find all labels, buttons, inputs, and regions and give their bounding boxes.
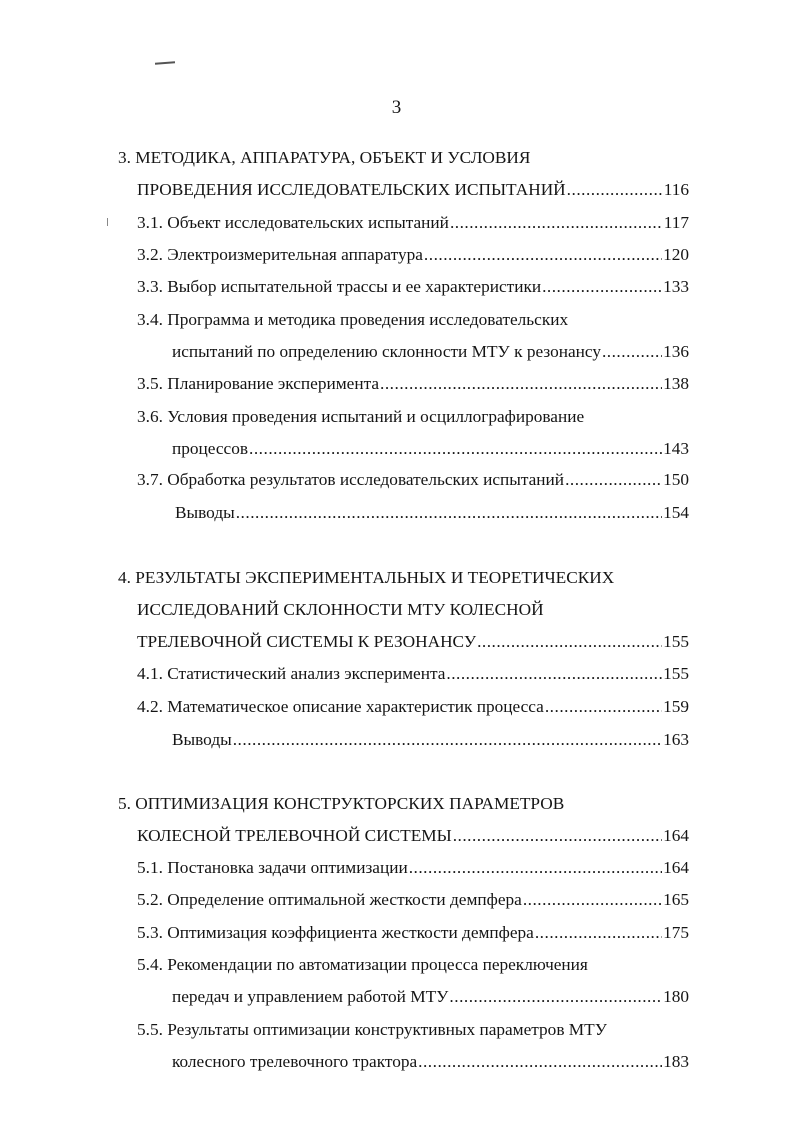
toc-entry-5-3[interactable] — [137, 920, 689, 946]
entry-title: процессов — [172, 439, 249, 458]
toc-entry-4-conclusions[interactable] — [172, 727, 689, 753]
entry-title: передач и управлением работой МТУ — [172, 987, 449, 1006]
toc-entry-3-4[interactable] — [172, 339, 689, 365]
page-ref: 155 — [663, 664, 689, 683]
toc-entry-5-4-line1: 5.4. Рекомендации по автоматизации процесса переключения — [137, 955, 588, 974]
toc-entry-3-1[interactable] — [137, 210, 689, 236]
toc-entry-3-3[interactable] — [137, 274, 689, 300]
leader-dots — [249, 436, 662, 462]
leader-dots — [424, 242, 662, 268]
page-ref: 116 — [663, 180, 689, 199]
toc-entry-3-conclusions[interactable] — [175, 500, 689, 526]
entry-title: 3.7. Обработка результатов исследовательских испытаний — [137, 470, 565, 489]
leader-dots — [602, 339, 662, 365]
page-ref: 150 — [663, 470, 689, 489]
toc-entry-5-1[interactable] — [137, 855, 689, 881]
page-ref: 120 — [663, 245, 689, 264]
page-ref: 175 — [663, 923, 689, 942]
page-ref: 154 — [663, 503, 689, 522]
leader-dots — [450, 210, 663, 236]
chapter-5-heading-line2: КОЛЕСНОЙ ТРЕЛЕВОЧНОЙ СИСТЕМЫ — [137, 826, 452, 845]
chapter-3-heading-line1: 3. МЕТОДИКА, АППАРАТУРА, ОБЪЕКТ И УСЛОВИЯ — [118, 148, 531, 167]
entry-title: 4.2. Математическое описание характеристик процесса — [137, 697, 544, 716]
chapter-4-heading-line2: ИССЛЕДОВАНИЙ СКЛОННОСТИ МТУ КОЛЕСНОЙ — [137, 600, 544, 619]
entry-title: 3.1. Объект исследовательских испытаний — [137, 213, 449, 232]
page-ref: 138 — [663, 374, 689, 393]
page-ref: 133 — [663, 277, 689, 296]
entry-title: 4.1. Статистический анализ эксперимента — [137, 664, 446, 683]
page-ref: 159 — [663, 697, 689, 716]
leader-dots — [523, 887, 662, 913]
page-number: 3 — [391, 97, 402, 118]
leader-dots — [380, 371, 662, 397]
chapter-4-heading-entry[interactable] — [137, 629, 689, 655]
toc-entry-3-7[interactable] — [137, 467, 689, 493]
chapter-5-heading-entry[interactable] — [137, 823, 689, 849]
chapter-4-heading-line3: ТРЕЛЕВОЧНОЙ СИСТЕМЫ К РЕЗОНАНСУ — [137, 632, 477, 651]
entry-title: 5.1. Постановка задачи оптимизации — [137, 858, 408, 877]
leader-dots — [565, 467, 662, 493]
leader-dots — [418, 1049, 662, 1075]
entry-title: испытаний по определению склонности МТУ к резонансу — [172, 342, 601, 361]
entry-title: 3.3. Выбор испытательной трассы и ее характеристики — [137, 277, 542, 296]
toc-entry-4-2[interactable] — [137, 694, 689, 720]
leader-dots — [535, 920, 662, 946]
entry-title: 3.5. Планирование эксперимента — [137, 374, 380, 393]
toc-entry-5-4[interactable] — [172, 984, 689, 1010]
toc-entry-4-1[interactable] — [137, 661, 689, 687]
chapter-3-heading-entry[interactable] — [137, 177, 689, 203]
entry-title: 3.2. Электроизмерительная аппаратура — [137, 245, 423, 264]
entry-title: Выводы — [172, 730, 232, 749]
page-ref: 136 — [663, 342, 689, 361]
page-ref: 164 — [663, 858, 689, 877]
toc-entry-3-6[interactable] — [172, 436, 689, 462]
leader-dots — [542, 274, 662, 300]
leader-dots — [477, 629, 662, 655]
page-ref: 117 — [663, 213, 689, 232]
leader-dots — [233, 727, 662, 753]
toc-entry-5-2[interactable] — [137, 887, 689, 913]
entry-title: 5.2. Определение оптимальной жесткости демпфера — [137, 890, 522, 909]
page-ref: 165 — [663, 890, 689, 909]
chapter-3-heading-line2: ПРОВЕДЕНИЯ ИССЛЕДОВАТЕЛЬСКИХ ИСПЫТАНИЙ — [137, 180, 566, 199]
page-ref: 164 — [663, 826, 689, 845]
page-ref: 155 — [663, 632, 689, 651]
page-ref: 183 — [663, 1052, 689, 1071]
leader-dots — [236, 500, 662, 526]
entry-title: Выводы — [175, 503, 235, 522]
leader-dots — [446, 661, 662, 687]
leader-dots — [409, 855, 662, 881]
toc-entry-5-5[interactable] — [172, 1049, 689, 1075]
page-ref: 163 — [663, 730, 689, 749]
leader-dots — [453, 823, 662, 849]
toc-entry-3-2[interactable] — [137, 242, 689, 268]
chapter-4-heading-line1: 4. РЕЗУЛЬТАТЫ ЭКСПЕРИМЕНТАЛЬНЫХ И ТЕОРЕТИЧЕСКИХ — [118, 568, 615, 587]
chapter-5-heading-line1: 5. ОПТИМИЗАЦИЯ КОНСТРУКТОРСКИХ ПАРАМЕТРОВ — [118, 794, 565, 813]
leader-dots — [545, 694, 662, 720]
toc-entry-3-6-line1: 3.6. Условия проведения испытаний и осциллографирование — [137, 407, 585, 426]
entry-title: 5.3. Оптимизация коэффициента жесткости демпфера — [137, 923, 534, 942]
toc-entry-5-5-line1: 5.5. Результаты оптимизации конструктивных параметров МТУ — [137, 1020, 607, 1039]
page-ref: 143 — [663, 439, 689, 458]
page-ref: 180 — [663, 987, 689, 1006]
toc-entry-3-5[interactable] — [137, 371, 689, 397]
toc-entry-3-4-line1: 3.4. Программа и методика проведения исследовательских — [137, 310, 569, 329]
leader-dots — [567, 177, 663, 203]
entry-title: колесного трелевочного трактора — [172, 1052, 418, 1071]
leader-dots — [449, 984, 662, 1010]
